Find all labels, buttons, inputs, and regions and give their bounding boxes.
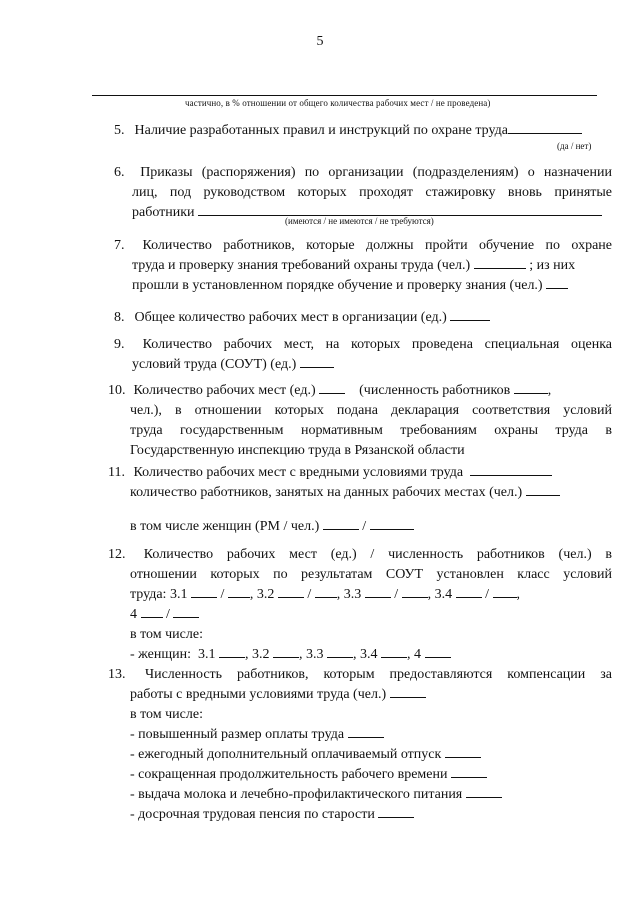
women-class-3-1: 3.1	[198, 647, 216, 662]
item-line: труда и проверку знания требований охраны труда (чел.)	[132, 258, 471, 273]
item-line: Приказы (распоряжения) по организации (подразделениям) о назначении	[140, 165, 612, 180]
answer-blank[interactable]	[390, 685, 426, 698]
answer-blank[interactable]	[173, 605, 199, 618]
class-4: 4	[130, 607, 137, 622]
comma: ,	[547, 383, 552, 398]
list-item	[108, 745, 612, 765]
women-class-3-3: 3.3	[306, 647, 324, 662]
comma: ,	[249, 587, 254, 602]
item-6	[114, 163, 612, 223]
comma: ,	[407, 647, 411, 662]
item-line: в том числе:	[130, 707, 203, 722]
item-10	[108, 381, 612, 461]
list-item	[108, 765, 612, 785]
item-line: работы с вредными условиями труда (чел.)	[130, 687, 387, 702]
item-line: лиц, под руководством которых проходят стажировку вновь принятые	[132, 185, 612, 200]
class-3-4: 3.4	[434, 587, 453, 602]
item-5-note: (да / нет)	[557, 141, 592, 151]
item-line: Количество рабочих мест с вредными условиями труда	[133, 465, 464, 480]
item-number: 11.	[108, 465, 125, 480]
top-rule	[92, 95, 597, 96]
item-line: Численность работников, которым предоставляются компенсации за	[144, 667, 612, 682]
item-11	[108, 463, 612, 537]
item-number: 5.	[114, 123, 125, 138]
item-number: 12.	[108, 547, 126, 562]
item-9	[114, 335, 612, 375]
answer-blank[interactable]	[228, 585, 250, 598]
class-3-1: 3.1	[169, 587, 188, 602]
class-label: труда:	[130, 587, 167, 602]
item-number: 8.	[114, 310, 125, 325]
slash: /	[362, 519, 367, 534]
slash: /	[485, 587, 490, 602]
comma: ,	[245, 647, 249, 662]
women-class-4: 4	[414, 647, 422, 662]
women-class-3-4: 3.4	[360, 647, 378, 662]
answer-blank[interactable]	[315, 585, 337, 598]
answer-blank[interactable]	[323, 517, 359, 530]
answer-blank[interactable]	[191, 585, 217, 598]
answer-blank[interactable]	[526, 483, 560, 496]
answer-blank[interactable]	[546, 276, 568, 289]
answer-blank[interactable]	[378, 805, 414, 818]
item-line: Количество рабочих мест, на которых проведена специальная оценка	[142, 337, 612, 352]
item-number: 9.	[114, 337, 125, 352]
list-item	[108, 725, 612, 745]
item-text: Наличие разработанных правил и инструкций по охране труда	[134, 123, 508, 138]
item-line: прошли в установленном порядке обучение и проверку знания (чел.)	[132, 278, 543, 293]
comma: ,	[516, 587, 521, 602]
slash: /	[220, 587, 225, 602]
answer-blank[interactable]	[381, 645, 407, 658]
answer-blank[interactable]	[198, 203, 602, 216]
list-item-text: - ежегодный дополнительный оплачиваемый отпуск	[130, 747, 442, 762]
answer-blank[interactable]	[425, 645, 451, 658]
item-6-note: (имеются / не имеются / не требуются)	[285, 216, 434, 226]
comma: ,	[427, 587, 432, 602]
item-line: Количество рабочих мест (ед.) / численность работников (чел.) в	[143, 547, 612, 562]
slash: /	[307, 587, 312, 602]
item-text: Общее количество рабочих мест в организации (ед.)	[134, 310, 447, 325]
answer-blank[interactable]	[370, 517, 414, 530]
answer-blank[interactable]	[466, 785, 502, 798]
answer-blank[interactable]	[327, 645, 353, 658]
answer-blank[interactable]	[451, 765, 487, 778]
answer-blank[interactable]	[514, 381, 548, 394]
item-line: количество работников, занятых на данных рабочих местах (чел.)	[130, 485, 523, 500]
item-5	[114, 121, 612, 141]
list-item	[108, 805, 612, 825]
slash: /	[166, 607, 170, 622]
class-3-2: 3.2	[256, 587, 275, 602]
answer-blank[interactable]	[402, 585, 428, 598]
women-class-3-2: 3.2	[252, 647, 270, 662]
answer-blank[interactable]	[348, 725, 384, 738]
item-number: 6.	[114, 165, 125, 180]
answer-blank[interactable]	[445, 745, 481, 758]
list-item-text: - сокращенная продолжительность рабочего времени	[130, 767, 448, 782]
comma: ,	[353, 647, 357, 662]
list-item	[108, 785, 612, 805]
list-item-text: - повышенный размер оплаты труда	[130, 727, 345, 742]
answer-blank[interactable]	[508, 121, 582, 134]
item-line: чел.), в отношении которых подана декларация соответствия условий	[130, 403, 612, 418]
answer-blank[interactable]	[300, 355, 334, 368]
answer-blank[interactable]	[450, 308, 490, 321]
answer-blank[interactable]	[470, 463, 552, 476]
list-item-text: - досрочная трудовая пенсия по старости	[130, 807, 375, 822]
item-line: отношении которых по результатам СОУТ установлен класс условий	[130, 567, 612, 582]
women-label: - женщин:	[130, 647, 192, 662]
answer-blank[interactable]	[493, 585, 517, 598]
item-line: Государственную инспекцию труда в Рязанской области	[130, 443, 465, 458]
item-number: 7.	[114, 238, 125, 253]
top-note: частично, в % отношении от общего количества рабочих мест / не проведена)	[185, 98, 491, 108]
item-13	[108, 665, 612, 825]
item-8	[114, 308, 612, 328]
list-item-text: - выдача молока и лечебно-профилактического питания	[130, 787, 463, 802]
item-line: Количество рабочих мест (ед.)	[133, 383, 316, 398]
comma: ,	[336, 587, 341, 602]
item-12	[108, 545, 612, 665]
item-line: условий труда (СОУТ) (ед.)	[132, 357, 297, 372]
item-line: Количество работников, которые должны пройти обучение по охране	[142, 238, 612, 253]
answer-blank[interactable]	[319, 381, 345, 394]
item-line: работники	[132, 205, 195, 220]
item-number: 10.	[108, 383, 126, 398]
item-line: (численность работников	[359, 383, 511, 398]
answer-blank[interactable]	[273, 645, 299, 658]
answer-blank[interactable]	[456, 585, 482, 598]
answer-blank[interactable]	[219, 645, 245, 658]
item-line: ; из них	[529, 258, 576, 273]
answer-blank[interactable]	[474, 256, 526, 269]
answer-blank[interactable]	[365, 585, 391, 598]
slash: /	[394, 587, 399, 602]
page-number: 5	[316, 34, 324, 49]
item-line: в том числе:	[130, 627, 203, 642]
item-line: труда государственным нормативным требованиям охраны труда в	[130, 423, 612, 438]
item-number: 13.	[108, 667, 126, 682]
item-line: в том числе женщин (РМ / чел.)	[130, 519, 320, 534]
comma: ,	[299, 647, 303, 662]
answer-blank[interactable]	[278, 585, 304, 598]
item-7	[114, 236, 612, 296]
class-3-3: 3.3	[343, 587, 362, 602]
answer-blank[interactable]	[141, 605, 163, 618]
